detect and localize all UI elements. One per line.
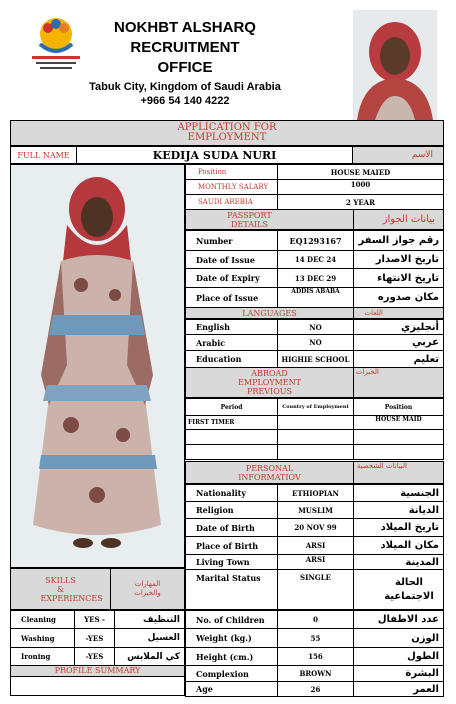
abroad-position-3 <box>354 445 444 460</box>
salary-value: 1000 <box>278 180 444 195</box>
religion-label: Religion <box>186 502 278 519</box>
abroad-country-1 <box>278 416 354 430</box>
arabic-label: Arabic <box>186 335 278 351</box>
nationality-label: Nationality <box>186 485 278 502</box>
col-country: Country of Employment <box>282 404 349 410</box>
full-name-row <box>10 146 444 164</box>
height-label: Height (cm.) <box>186 648 278 666</box>
abroad-header-label-ar: الخبرات <box>354 368 444 398</box>
skills-header <box>10 568 185 610</box>
profile-summary-box <box>10 665 185 696</box>
job-table <box>185 164 444 210</box>
age-value: 26 <box>278 682 354 697</box>
expiry-date-value: 13 DEC 29 <box>278 269 354 288</box>
personal-header-label-ar: البيانات الشخصية <box>354 462 444 484</box>
washing-label: Washing <box>11 629 75 648</box>
children-label: No. of Children <box>186 611 278 629</box>
passport-number-label: Number <box>186 231 278 251</box>
arabic-label-ar: عربي <box>354 335 444 351</box>
languages-header-label: LANGUAGES <box>186 308 354 319</box>
living-town-label-ar: المدينة <box>354 555 444 570</box>
weight-label: Weight (kg.) <box>186 629 278 648</box>
education-value: HIGHIE SCHOOL <box>278 351 354 368</box>
issue-date-value: 14 DEC 24 <box>278 251 354 269</box>
full-name-label-ar: الاسم <box>353 147 444 164</box>
issue-place-label: Place of Issue <box>186 288 278 308</box>
languages-header <box>185 307 444 319</box>
col-position: Position <box>354 399 444 416</box>
english-label: English <box>186 320 278 335</box>
profile-summary-header: PROFILE SUMMARY <box>11 666 184 677</box>
weight-value: 55 <box>278 629 354 648</box>
abroad-country-3 <box>278 445 354 460</box>
washing-label-ar: الغسيل <box>115 629 185 648</box>
complexion-label: Complexion <box>186 666 278 682</box>
marital-status-label-ar: الحالة الاجتماعية <box>384 576 434 602</box>
birth-place-label-ar: مكان الميلاد <box>354 537 444 555</box>
full-name-value: KEDIJA SUDA NURI <box>77 147 353 164</box>
application-title: APPLICATION FOR EMPLOYMENT <box>177 122 277 143</box>
religion-label-ar: الديانة <box>354 502 444 519</box>
birth-place-value: ARSI <box>278 537 354 555</box>
ironing-label: Ironing <box>11 648 75 666</box>
birth-place-label: Place of Birth <box>186 537 278 555</box>
passport-header-label-ar: بيانات الجواز <box>354 210 444 230</box>
cleaning-value: YES - <box>75 611 115 629</box>
personal-table-continued <box>185 610 444 697</box>
washing-value: -YES <box>75 629 115 648</box>
abroad-position-1: HOUSE MAID <box>354 416 444 430</box>
education-label: Education <box>186 351 278 368</box>
birth-date-label-ar: تاريخ الميلاد <box>354 519 444 537</box>
full-name-label: FULL NAME <box>11 147 77 164</box>
age-label: Age <box>186 682 278 697</box>
issue-date-label: Date of Issue <box>186 251 278 269</box>
children-label-ar: عدد الاطفال <box>354 611 444 629</box>
complexion-label-ar: البشرة <box>354 666 444 682</box>
issue-date-label-ar: تاريخ الاصدار <box>354 251 444 269</box>
marital-status-label: Marital Status <box>186 570 278 610</box>
abroad-header-label: ABROAD EMPLOYMENT PREVIOUS <box>238 369 301 396</box>
full-body-photo <box>10 164 185 568</box>
cleaning-label-ar: التنظيف <box>115 611 185 629</box>
issue-place-value: ADDIS ABABA <box>278 288 354 308</box>
abroad-period-1: FIRST TIMER <box>186 416 278 430</box>
application-title-bar <box>10 120 444 146</box>
children-value: 0 <box>278 611 354 629</box>
height-label-ar: الطول <box>354 648 444 666</box>
passport-number-label-ar: رقم جواز السفر <box>354 231 444 251</box>
skills-header-label: SKILLS & EXPERIENCES <box>40 575 103 603</box>
marital-status-value: SINGLE <box>278 570 354 610</box>
company-logo <box>26 10 86 74</box>
living-town-label: Living Town <box>186 555 278 570</box>
birth-date-label: Date of Birth <box>186 519 278 537</box>
company-city: Tabuk City, Kingdom of Saudi Arabia <box>89 81 281 93</box>
passport-header-label: PASSPORT DETAILS <box>227 210 272 229</box>
portrait-photo <box>353 10 437 120</box>
age-label-ar: العمر <box>354 682 444 697</box>
company-name-line1: NOKHBT ALSHARQ <box>114 19 256 36</box>
abroad-period-2 <box>186 430 278 445</box>
company-phone: +966 54 140 4222 <box>140 95 230 107</box>
expiry-date-label: Date of Expiry <box>186 269 278 288</box>
company-name-line2: RECRUITMENT <box>130 39 240 56</box>
arabic-value: NO <box>278 335 354 351</box>
complexion-value: BROWN <box>278 666 354 682</box>
ironing-value: -YES <box>75 648 115 666</box>
religion-value: MUSLIM <box>278 502 354 519</box>
languages-header-label-ar: اللغات <box>354 308 444 319</box>
expiry-date-label-ar: تاريخ الانتهاء <box>354 269 444 288</box>
skills-header-label-ar: المهارات والخبرات <box>134 580 161 597</box>
personal-table <box>185 484 444 610</box>
english-label-ar: أنجليزي <box>354 320 444 335</box>
nationality-value: ETHIOPIAN <box>278 485 354 502</box>
weight-label-ar: الوزن <box>354 629 444 648</box>
issue-place-label-ar: مكان صدوره <box>354 288 444 308</box>
passport-number-value: EQ1293167 <box>278 231 354 251</box>
passport-header <box>185 209 444 230</box>
salary-label: MONTHLY SALARY <box>186 180 278 195</box>
abroad-position-2 <box>354 430 444 445</box>
contract-value: 2 YEAR <box>278 195 444 210</box>
languages-table <box>185 319 444 368</box>
personal-header-label: PERSONAL INFORMATIOV <box>238 463 301 482</box>
english-value: NO <box>278 320 354 335</box>
ironing-label-ar: كي الملابس <box>115 648 185 666</box>
company-name-line3: OFFICE <box>157 59 213 76</box>
abroad-period-3 <box>186 445 278 460</box>
position-value: HOUSE MAIED <box>278 165 444 180</box>
cleaning-label: Cleaning <box>11 611 75 629</box>
height-value: 156 <box>278 648 354 666</box>
birth-date-value: 20 NOV 99 <box>278 519 354 537</box>
living-town-value: ARSI <box>278 555 354 570</box>
skills-table <box>10 610 185 666</box>
position-label: Position <box>186 165 278 180</box>
col-period: Period <box>186 399 278 416</box>
abroad-header <box>185 367 444 398</box>
abroad-country-2 <box>278 430 354 445</box>
education-label-ar: تعليم <box>354 351 444 368</box>
passport-table <box>185 230 444 308</box>
contract-label: SAUDI AREBIA <box>186 195 278 210</box>
personal-header <box>185 461 444 484</box>
nationality-label-ar: الجنسية <box>354 485 444 502</box>
abroad-table <box>185 398 444 460</box>
